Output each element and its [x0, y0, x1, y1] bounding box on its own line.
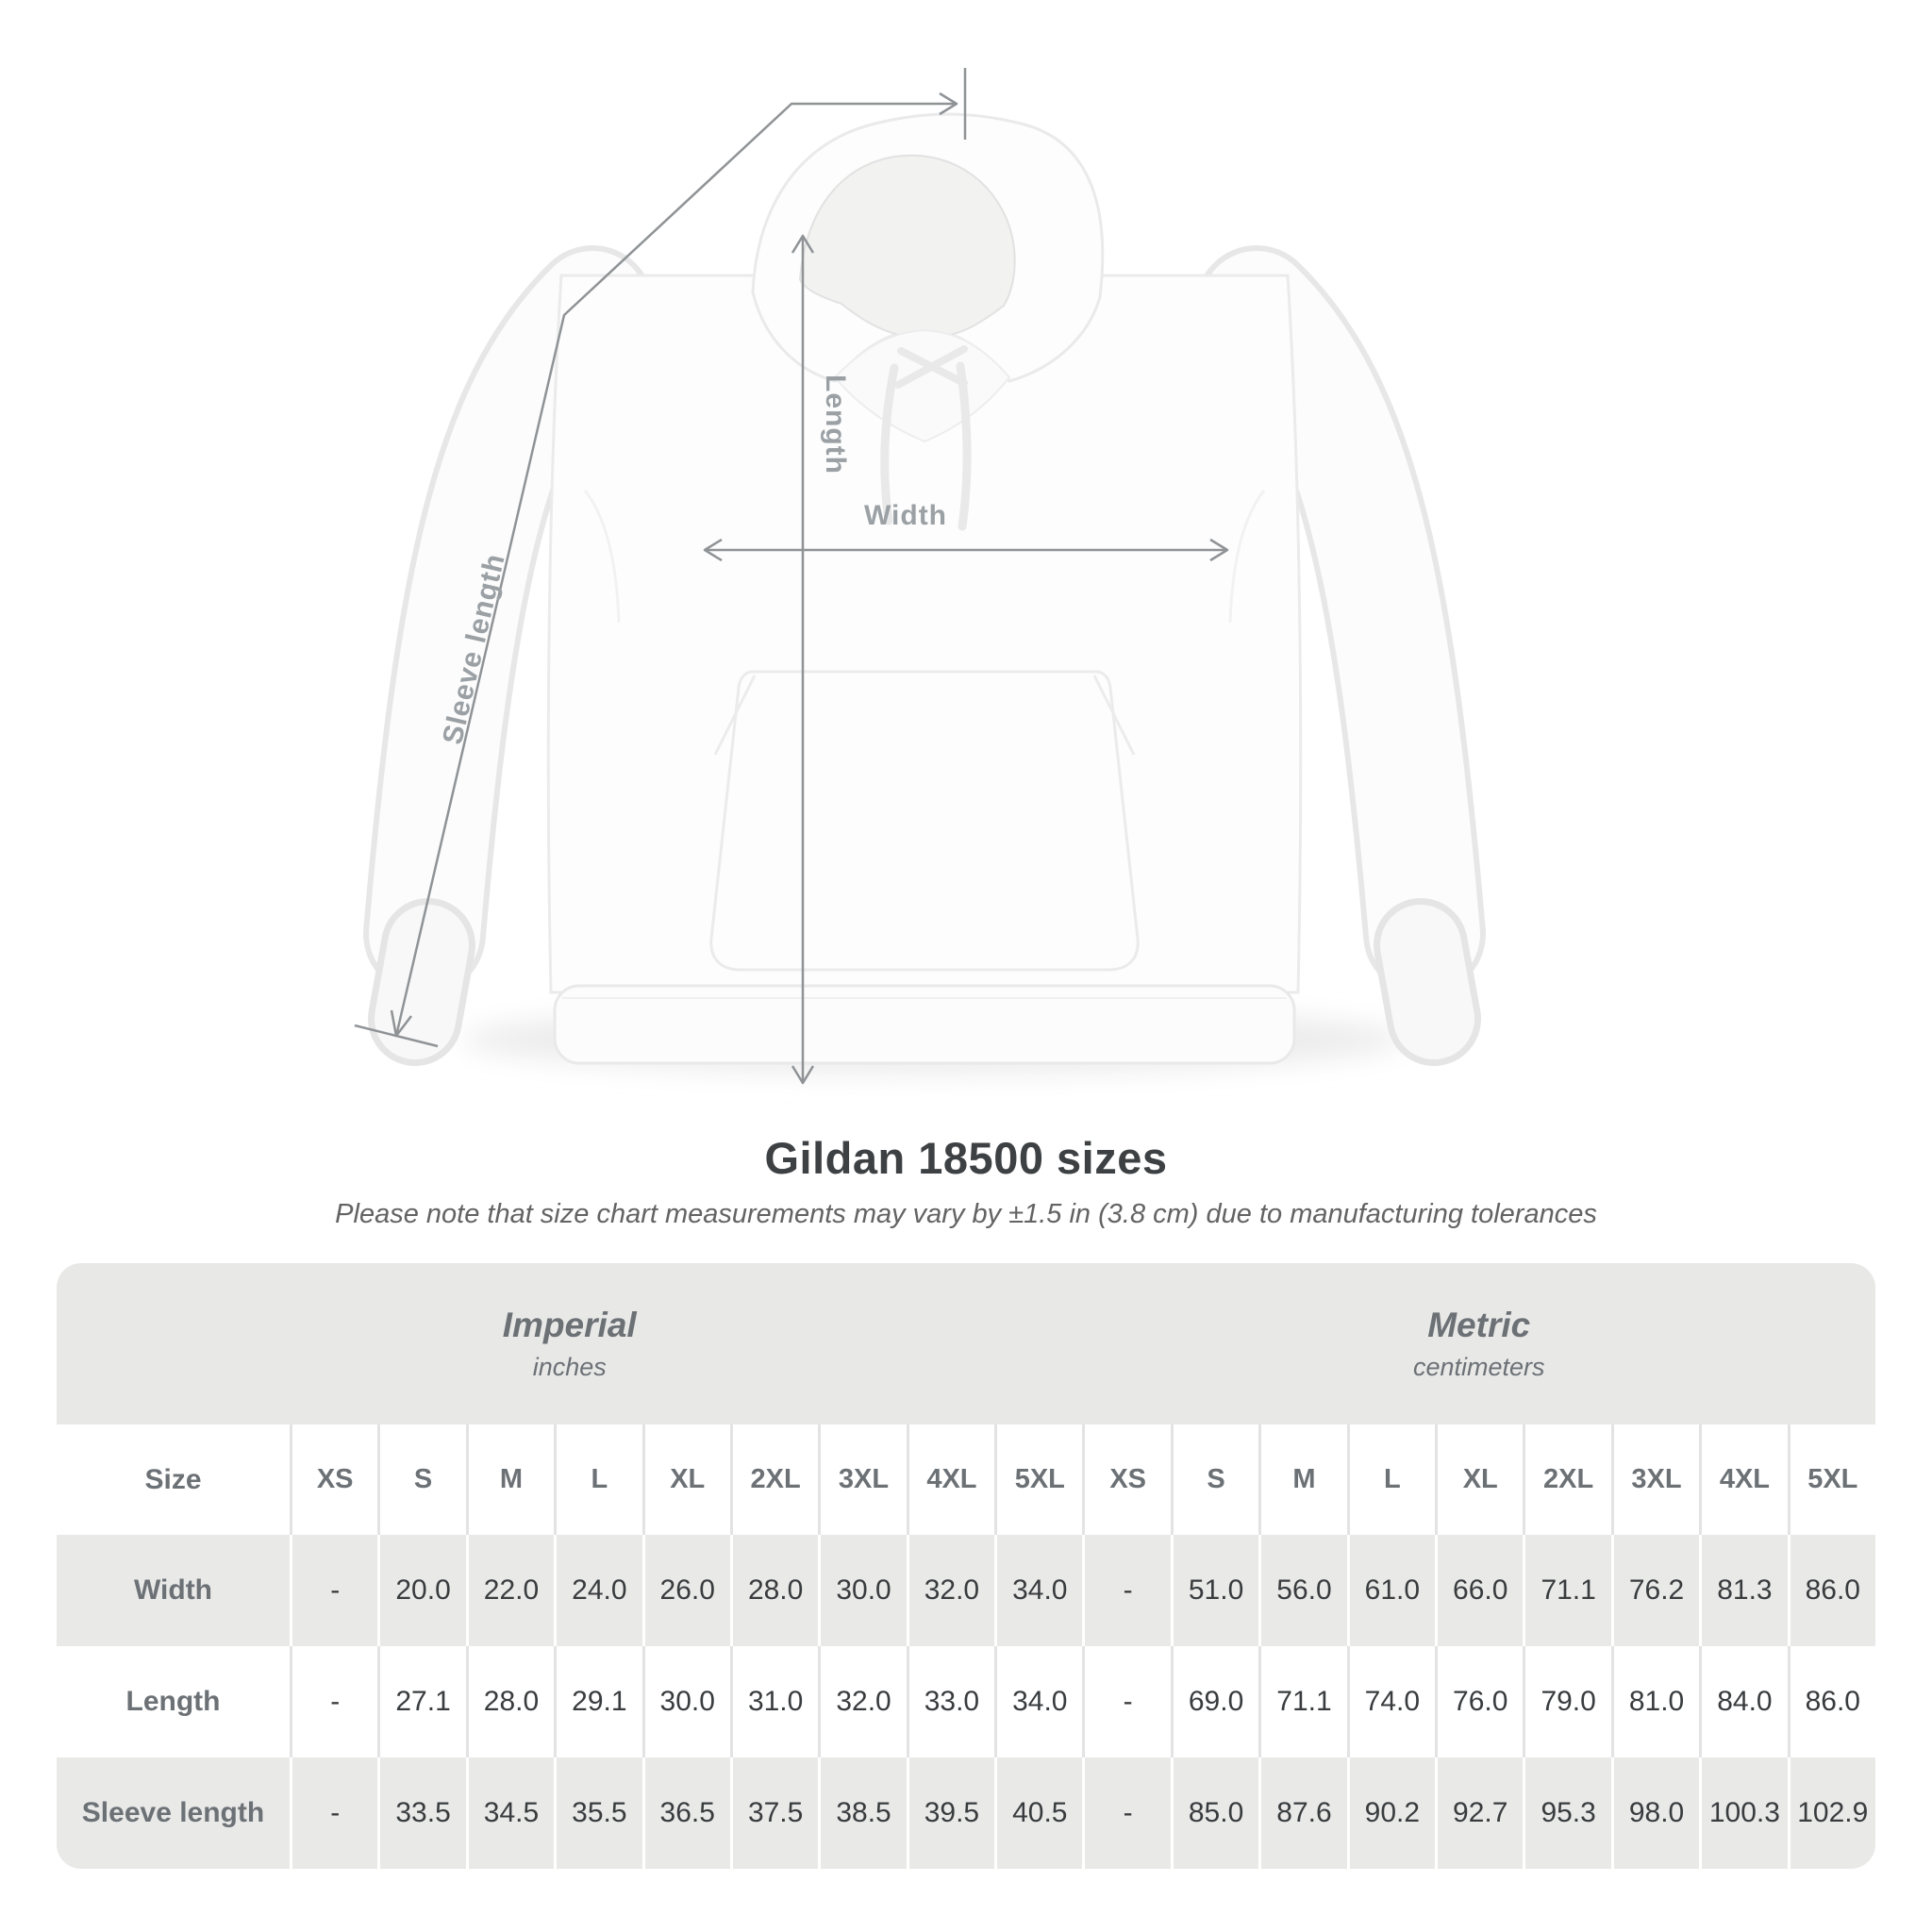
value-cell: 85.0 — [1171, 1757, 1258, 1869]
value-cell: 40.5 — [994, 1757, 1082, 1869]
imperial-group-header — [57, 1263, 1082, 1424]
value-cell: 102.9 — [1788, 1757, 1875, 1869]
value-cell: 33.5 — [377, 1757, 465, 1869]
value-cell: 33.0 — [907, 1646, 994, 1757]
value-cell: 29.1 — [554, 1646, 641, 1757]
value-cell: 71.1 — [1523, 1535, 1610, 1646]
value-cell: 95.3 — [1523, 1757, 1610, 1869]
value-cell: 28.0 — [730, 1535, 818, 1646]
value-cell: 38.5 — [818, 1757, 906, 1869]
metric-label: Metric — [1427, 1306, 1531, 1344]
value-cell: 71.1 — [1258, 1646, 1346, 1757]
size-header-imperial-5xl: 5XL — [994, 1424, 1082, 1535]
width-measure-label: Width — [863, 500, 948, 531]
value-cell: 30.0 — [818, 1535, 906, 1646]
size-header-metric-m: M — [1258, 1424, 1346, 1535]
value-cell: 32.0 — [907, 1535, 994, 1646]
value-cell: 81.3 — [1699, 1535, 1787, 1646]
size-header-metric-xs: XS — [1082, 1424, 1170, 1535]
size-header-metric-xl: XL — [1435, 1424, 1523, 1535]
value-cell: 76.0 — [1435, 1646, 1523, 1757]
sleeve-length-measure-label: Sleeve length — [437, 550, 511, 748]
value-cell: 84.0 — [1699, 1646, 1787, 1757]
width-arrow — [705, 540, 1227, 560]
value-cell: - — [1082, 1757, 1170, 1869]
value-cell: 39.5 — [907, 1757, 994, 1869]
value-cell: 61.0 — [1347, 1535, 1435, 1646]
value-cell: 69.0 — [1171, 1646, 1258, 1757]
value-cell: - — [290, 1535, 377, 1646]
value-cell: 98.0 — [1611, 1757, 1699, 1869]
size-header-imperial-4xl: 4XL — [907, 1424, 994, 1535]
length-measure-label: Length — [820, 375, 851, 475]
imperial-label: Imperial — [502, 1306, 637, 1344]
size-header-metric-4xl: 4XL — [1699, 1424, 1787, 1535]
value-cell: 79.0 — [1523, 1646, 1610, 1757]
size-header-metric-2xl: 2XL — [1523, 1424, 1610, 1535]
value-cell: 81.0 — [1611, 1646, 1699, 1757]
size-header-metric-5xl: 5XL — [1788, 1424, 1875, 1535]
value-cell: 100.3 — [1699, 1757, 1787, 1869]
size-header-imperial-m: M — [466, 1424, 554, 1535]
value-cell: - — [1082, 1535, 1170, 1646]
value-cell: 51.0 — [1171, 1535, 1258, 1646]
value-cell: 24.0 — [554, 1535, 641, 1646]
value-cell: 87.6 — [1258, 1757, 1346, 1869]
size-header-metric-l: L — [1347, 1424, 1435, 1535]
value-cell: 86.0 — [1788, 1646, 1875, 1757]
size-header-imperial-2xl: 2XL — [730, 1424, 818, 1535]
value-cell: 66.0 — [1435, 1535, 1523, 1646]
size-header-imperial-xl: XL — [642, 1424, 730, 1535]
value-cell: 56.0 — [1258, 1535, 1346, 1646]
size-header-imperial-l: L — [554, 1424, 641, 1535]
value-cell: 27.1 — [377, 1646, 465, 1757]
value-cell: 31.0 — [730, 1646, 818, 1757]
value-cell: - — [290, 1757, 377, 1869]
value-cell: 36.5 — [642, 1757, 730, 1869]
value-cell: 22.0 — [466, 1535, 554, 1646]
value-cell: 20.0 — [377, 1535, 465, 1646]
value-cell: 34.0 — [994, 1535, 1082, 1646]
page-title: Gildan 18500 sizes — [764, 1133, 1168, 1183]
size-column-title: Size — [57, 1424, 290, 1535]
size-table — [57, 1263, 1875, 1869]
row-label-width: Width — [57, 1535, 290, 1646]
row-label-length: Length — [57, 1646, 290, 1757]
tolerance-note: Please note that size chart measurements may vary by ±1.5 in (3.8 cm) due to manufacturing tolerances — [335, 1199, 1597, 1229]
value-cell: 90.2 — [1347, 1757, 1435, 1869]
size-header-imperial-s: S — [377, 1424, 465, 1535]
chart-header — [0, 1132, 1932, 1230]
imperial-unit: inches — [532, 1353, 607, 1381]
value-cell: 74.0 — [1347, 1646, 1435, 1757]
sleeve-length-arrow — [355, 68, 965, 1046]
value-cell: 26.0 — [642, 1535, 730, 1646]
value-cell: 92.7 — [1435, 1757, 1523, 1869]
value-cell: 34.5 — [466, 1757, 554, 1869]
value-cell: - — [1082, 1646, 1170, 1757]
size-header-imperial-3xl: 3XL — [818, 1424, 906, 1535]
value-cell: 76.2 — [1611, 1535, 1699, 1646]
value-cell: 35.5 — [554, 1757, 641, 1869]
row-label-sleeve-length: Sleeve length — [57, 1757, 290, 1869]
value-cell: 34.0 — [994, 1646, 1082, 1757]
value-cell: - — [290, 1646, 377, 1757]
value-cell: 32.0 — [818, 1646, 906, 1757]
value-cell: 28.0 — [466, 1646, 554, 1757]
size-header-imperial-xs: XS — [290, 1424, 377, 1535]
value-cell: 86.0 — [1788, 1535, 1875, 1646]
metric-group-header — [1082, 1263, 1875, 1424]
length-arrow — [792, 236, 813, 1083]
end-tick — [355, 1025, 438, 1046]
metric-unit: centimeters — [1412, 1353, 1545, 1381]
value-cell: 37.5 — [730, 1757, 818, 1869]
value-cell: 30.0 — [642, 1646, 730, 1757]
size-header-metric-3xl: 3XL — [1611, 1424, 1699, 1535]
size-header-metric-s: S — [1171, 1424, 1258, 1535]
